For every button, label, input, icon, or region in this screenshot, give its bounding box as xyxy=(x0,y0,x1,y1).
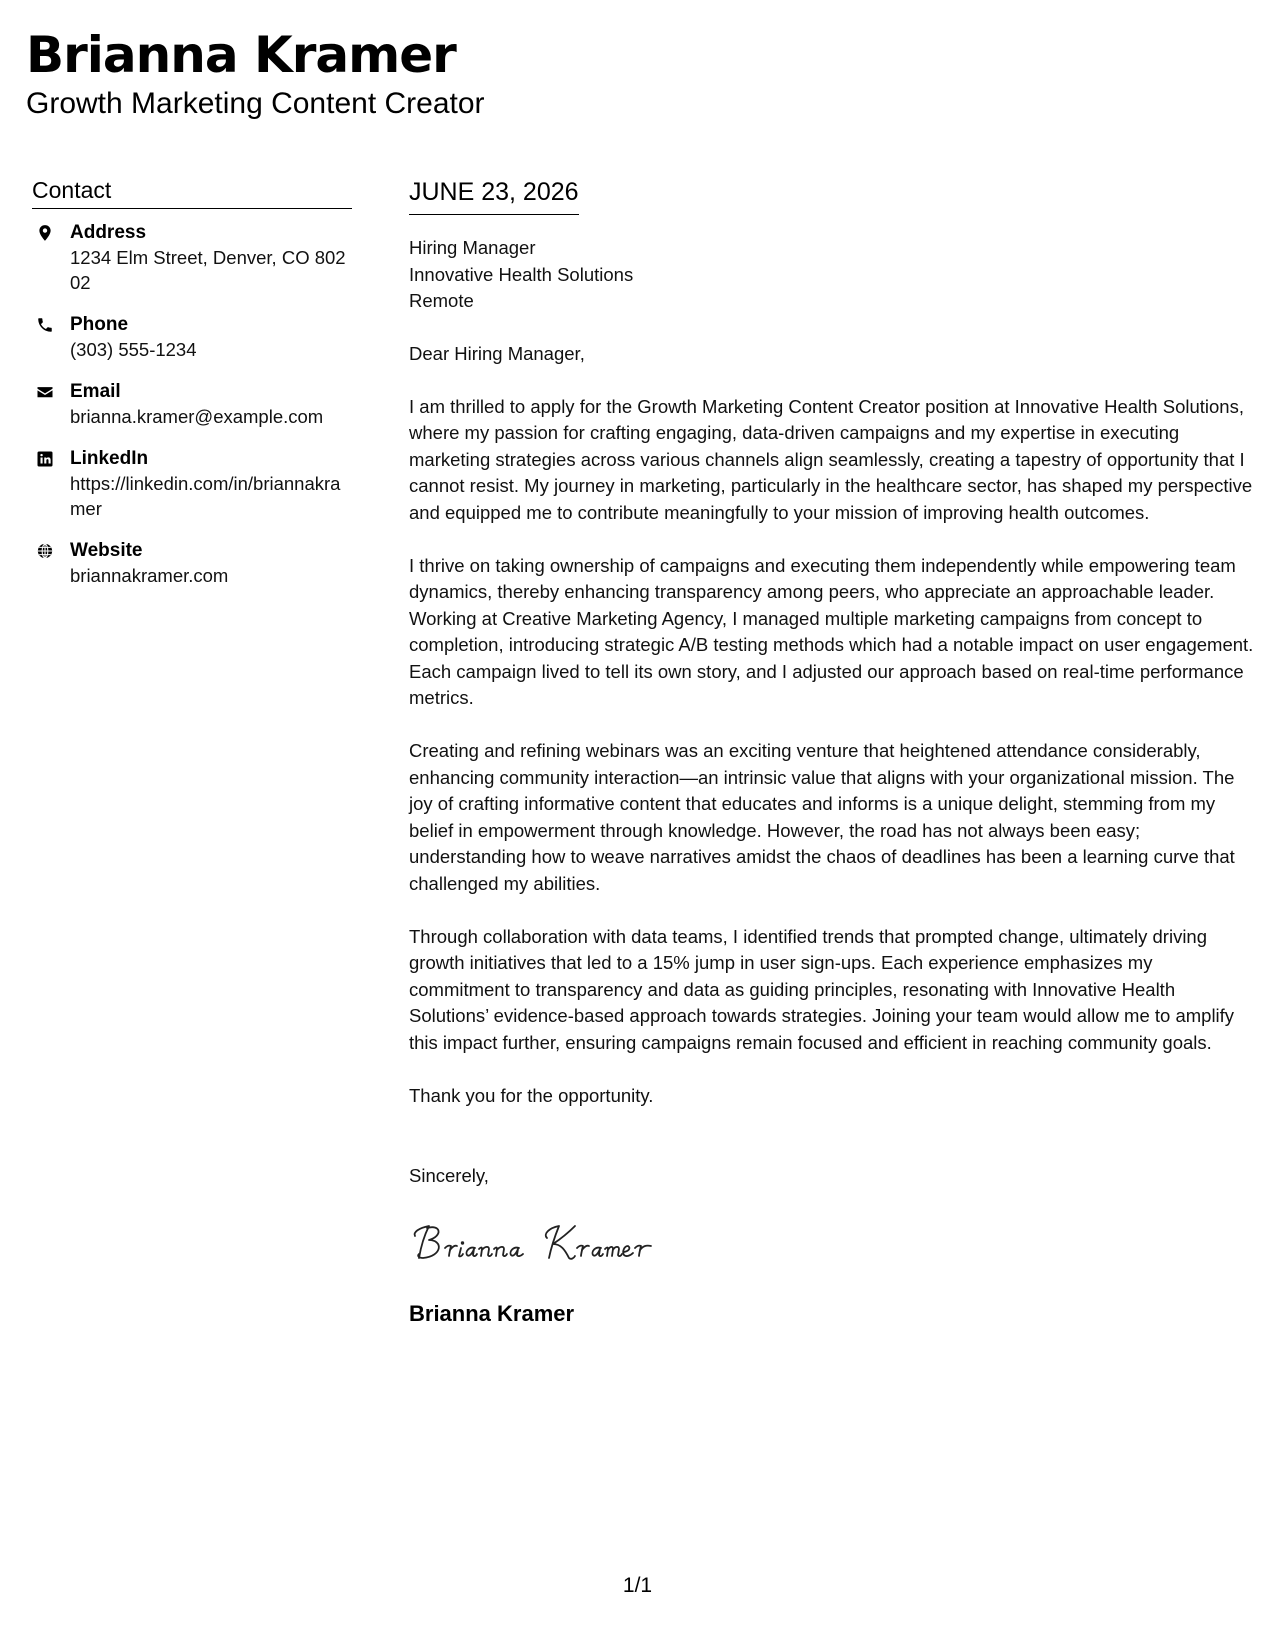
recipient-name: Hiring Manager xyxy=(409,237,536,258)
envelope-icon xyxy=(32,380,70,429)
signature-image xyxy=(409,1218,1254,1266)
recipient-block xyxy=(409,235,1254,315)
signer-name: Brianna Kramer xyxy=(409,1300,575,1326)
linkedin-value[interactable]: https://linkedin.com/in/briannakramer xyxy=(70,473,341,519)
contact-heading: Contact xyxy=(32,176,352,209)
contact-label: Email xyxy=(70,381,121,402)
contact-sidebar xyxy=(32,176,352,606)
website-value[interactable]: briannakramer.com xyxy=(70,565,229,586)
contact-label: Website xyxy=(70,540,143,561)
recipient-location: Remote xyxy=(409,290,474,311)
phone-value[interactable]: (303) 555-1234 xyxy=(70,339,197,360)
address-value: 1234 Elm Street, Denver, CO 80202 xyxy=(70,247,346,293)
globe-icon xyxy=(32,539,70,588)
letter-paragraph: I thrive on taking ownership of campaigns and executing them independently while empowering team dynamics, thereby enhancing transparency among peers, who appreciate an approachable leader. Working at Creative Marketing Agency, I managed multiple marketing campaigns from concept to completion, introducing strategic A/B testing methods which had a notable impact on user engagement. Each campaign lived to tell its own story, and I adjusted our approach based on real-time performance metrics. xyxy=(409,554,1254,708)
contact-item-website xyxy=(32,539,352,588)
contact-item-address xyxy=(32,221,352,295)
contact-label: LinkedIn xyxy=(70,448,149,469)
closing: Sincerely, xyxy=(409,1165,489,1186)
contact-label: Address xyxy=(70,222,147,243)
applicant-role: Growth Marketing Content Creator xyxy=(26,87,485,120)
letter-body xyxy=(409,176,1254,1328)
letter-header xyxy=(26,26,485,122)
recipient-company: Innovative Health Solutions xyxy=(409,263,634,285)
phone-icon xyxy=(32,313,70,362)
contact-label: Phone xyxy=(70,314,129,335)
letter-paragraph: Creating and refining webinars was an exciting venture that heightened attendance considerably, enhancing community interaction—an intrinsic value that aligns with your organizational mission. The joy of crafting informative content that educates and informs is a unique delight, stemming from my belief in empowerment through knowledge. However, the road has not always been easy; understanding how to weave narratives amidst the chaos of deadlines has been a learning curve that challenged my abilities. xyxy=(409,740,1235,894)
applicant-name: Brianna Kramer xyxy=(26,26,456,84)
letter-paragraph: Through collaboration with data teams, I identified trends that prompted change, ultimately driving growth initiatives that led to a 15% jump in user sign-ups. Each experience emphasizes my commitment to transparency and data as guiding principles, resonating with Innovative Health Solutions’ evidence-based approach towards strategies. Joining your team would allow me to amplify this impact further, ensuring campaigns remain focused and efficient in reaching community goals. xyxy=(409,925,1235,1053)
map-pin-icon xyxy=(32,221,70,295)
contact-list xyxy=(32,221,352,588)
contact-item-email xyxy=(32,380,352,429)
letter-paragraph: I am thrilled to apply for the Growth Marketing Content Creator position at Innovative Health Solutions, where my passion for crafting engaging, data-driven campaigns and my expertise in executing marketing strategies across various channels align seamlessly, creating a tapestry of opportunity that I cannot resist. My journey in marketing, particularly in the healthcare sector, has shaped my perspective and equipped me to contribute meaningfully to your mission of improving health outcomes. xyxy=(409,395,1253,523)
salutation: Dear Hiring Manager, xyxy=(409,342,585,364)
page-number: 1/1 xyxy=(622,1574,653,1597)
contact-item-linkedin xyxy=(32,447,352,521)
contact-item-phone xyxy=(32,313,352,362)
email-value[interactable]: brianna.kramer@example.com xyxy=(70,406,324,427)
linkedin-icon xyxy=(32,447,70,521)
letter-paragraph: Thank you for the opportunity. xyxy=(409,1084,654,1106)
letter-date: JUNE 23, 2026 xyxy=(409,176,579,215)
